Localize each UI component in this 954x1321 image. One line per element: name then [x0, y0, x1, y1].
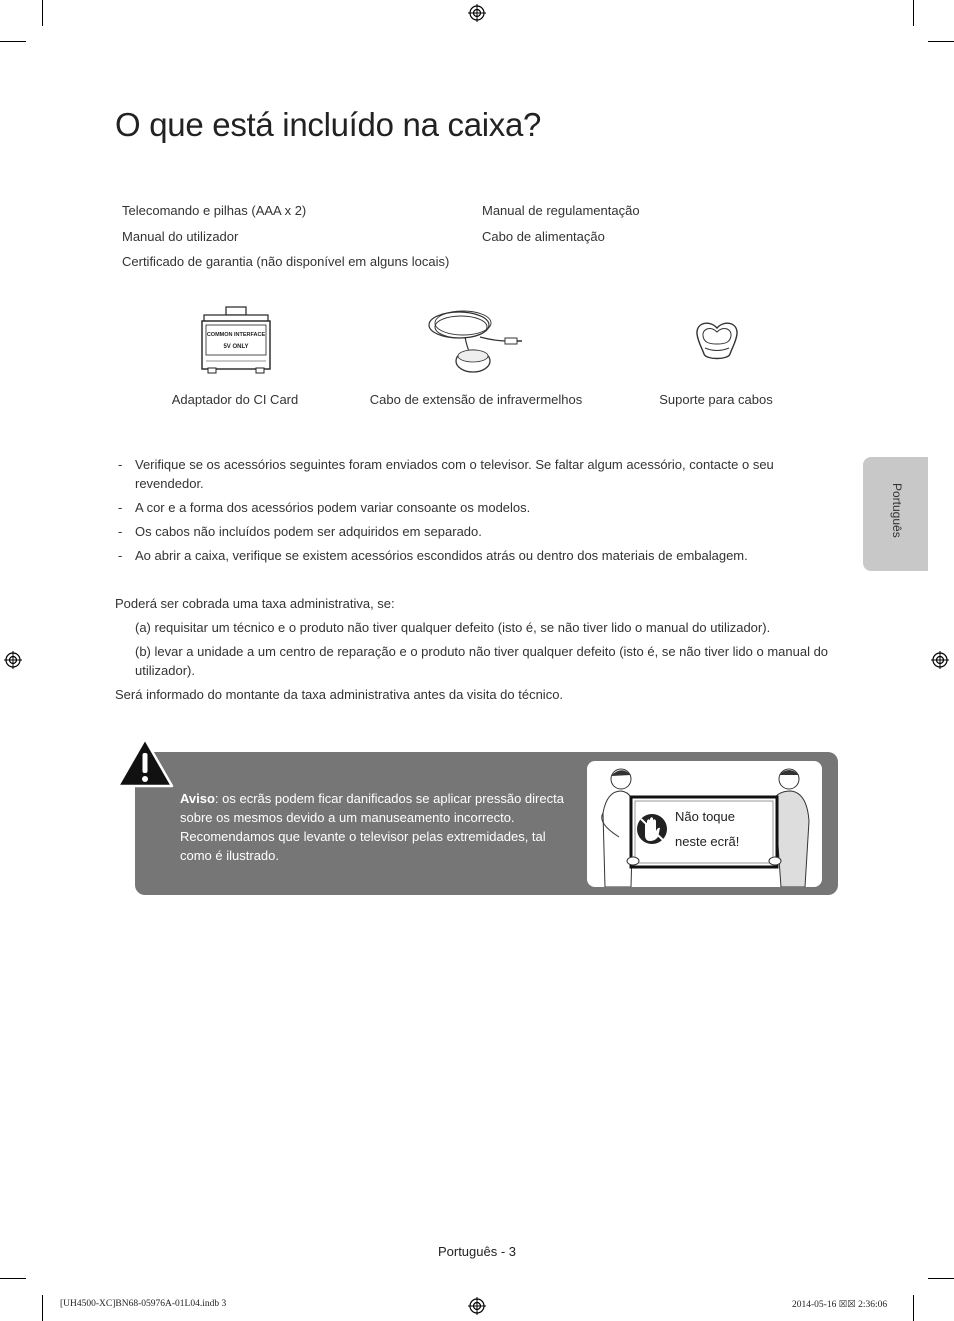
included-items-right: [482, 203, 640, 254]
warning-label: Aviso: [180, 791, 215, 806]
language-tab-label: Português: [890, 483, 904, 538]
ci-card-adapter-icon: [200, 306, 272, 376]
bullet-dash: -: [118, 500, 123, 515]
list-item: - Verifique se os acessórios seguintes foram enviados com o televisor. Se faltar algum acessório, contacte o seu revendedor.: [118, 457, 774, 491]
tv-carry-people-icon: [587, 761, 822, 887]
bullet-dash: -: [118, 548, 123, 563]
tv-handling-illustration: [587, 761, 822, 887]
paragraph: Poderá ser cobrada uma taxa administrativa, se:: [115, 596, 395, 611]
paragraph: Será informado do montante da taxa administrativa antes da visita do técnico.: [115, 687, 564, 702]
notes-list: [115, 455, 835, 570]
warning-text: Aviso: os ecrãs podem ficar danificados se aplicar pressão directa sobre os mesmos devido a um manuseamento incorrecto. Recomendamos que levante o televisor pelas extremidades, tal como é ilustrado.: [180, 791, 564, 863]
bullet-dash: -: [118, 524, 123, 539]
included-items-left: [122, 203, 449, 280]
illustration-caption: Não toque: [675, 809, 735, 824]
registration-mark-icon: [468, 1297, 486, 1315]
list-item: Manual de regulamentação: [482, 203, 640, 218]
accessory-label: Cabo de extensão de infravermelhos: [369, 392, 583, 407]
paragraph: (a) requisitar um técnico e o produto não tiver qualquer defeito (isto é, se não tiver lido o manual do utilizador).: [135, 620, 771, 635]
bullet-dash: -: [118, 457, 123, 472]
print-slug-date: 2014-05-16 ☒☒ 2:36:06: [792, 1300, 888, 1310]
ci-card-text: 5V ONLY: [223, 344, 249, 350]
page-title: O que está incluído na caixa?: [115, 106, 542, 143]
list-item: - Ao abrir a caixa, verifique se existem acessórios escondidos atrás ou dentro dos materiais de embalagem.: [118, 548, 748, 563]
cable-holder-icon: [694, 320, 740, 364]
warning-triangle-icon: [116, 737, 174, 788]
list-item: - Os cabos não incluídos podem ser adquiridos em separado.: [118, 524, 482, 539]
list-item: Telecomando e pilhas (AAA x 2): [122, 203, 307, 218]
crop-mark: [42, 0, 43, 26]
crop-mark: [928, 41, 954, 42]
registration-mark-icon: [468, 4, 486, 22]
registration-mark-icon: [931, 651, 949, 669]
ci-card-text: COMMON INTERFACE: [206, 332, 266, 338]
registration-mark-icon: [4, 651, 22, 669]
crop-mark: [913, 0, 914, 26]
crop-mark: [42, 1295, 43, 1321]
list-item: Certificado de garantia (não disponível em alguns locais): [122, 254, 450, 269]
crop-mark: [913, 1295, 914, 1321]
illustration-caption: neste ecrã!: [675, 834, 740, 849]
accessory-label: Adaptador do CI Card: [171, 392, 299, 407]
list-item: Manual do utilizador: [122, 228, 239, 244]
crop-mark: [928, 1278, 954, 1279]
list-item: - A cor e a forma dos acessórios podem variar consoante os modelos.: [118, 500, 531, 515]
print-slug-file: [UH4500-XC]BN68-05976A-01L04.indb 3: [60, 1299, 227, 1309]
language-tab: [863, 457, 928, 571]
admin-fee-section: [115, 594, 835, 709]
ir-extension-cable-icon: [425, 303, 525, 377]
list-item: Cabo de alimentação: [482, 228, 605, 244]
paragraph: (b) levar a unidade a um centro de reparação e o produto não tiver qualquer defeito (isto é, se não tiver lido o manual do utilizador).: [135, 644, 829, 678]
crop-mark: [0, 1278, 26, 1279]
crop-mark: [0, 41, 26, 42]
accessory-label: Suporte para cabos: [659, 392, 773, 407]
page-number: Português - 3: [437, 1244, 517, 1259]
